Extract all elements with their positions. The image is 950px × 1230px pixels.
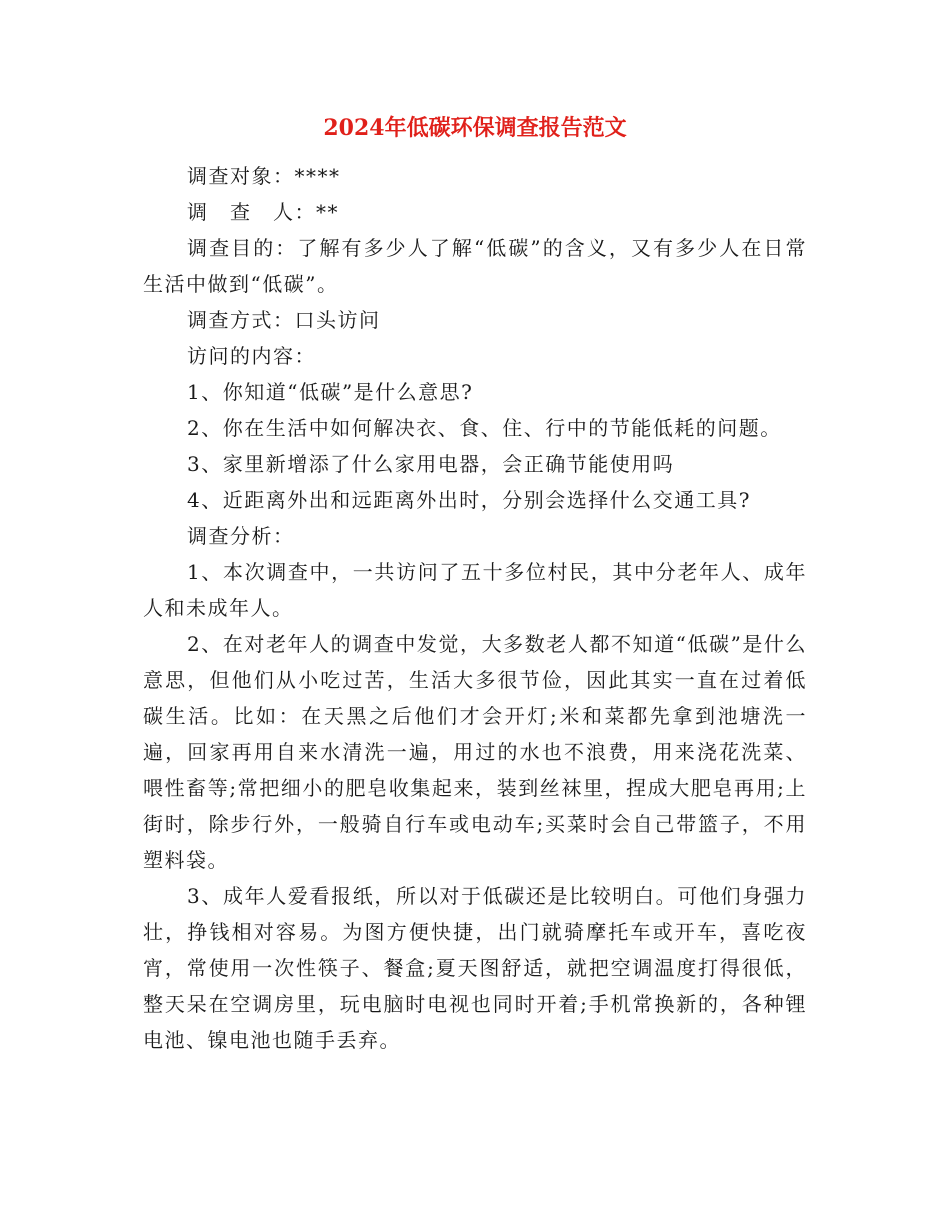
paragraph-question-2: 2、你在生活中如何解决衣、食、住、行中的节能低耗的问题。: [187, 416, 782, 440]
paragraph-analysis-1: 1、本次调查中，一共访问了五十多位村民，其中分老年人、成年人和未成年人。: [143, 560, 807, 620]
paragraph-survey-analysis: 调查分析：: [187, 524, 295, 548]
paragraph-survey-purpose: 调查目的：了解有多少人了解“低碳”的含义，又有多少人在日常生活中做到“低碳”。: [143, 236, 807, 296]
paragraph-question-1: 1、你知道“低碳”是什么意思?: [187, 380, 474, 404]
paragraph-analysis-2: 2、在对老年人的调查中发觉，大多数老人都不知道“低碳”是什么意思，但他们从小吃过苦，生活大多很节俭，因此其实一直在过着低碳生活。比如：在天黑之后他们才会开灯;米和菜都先拿到池塘洗一遍，回家再用自来水清洗一遍，用过的水也不浪费，用来浇花洗菜、喂性畜等;常把细小的肥皂收集起来，装到丝袜里，捏成大肥皂再用;上街时，除步行外，一般骑自行车或电动车;买菜时会自己带篮子，不用塑料袋。: [143, 632, 807, 872]
document-title: 2024年低碳环保调查报告范文: [323, 115, 627, 141]
paragraph-surveyor: 调 查 人：**: [187, 200, 339, 224]
paragraph-survey-method: 调查方式：口头访问: [187, 308, 381, 332]
document-body: [143, 158, 807, 1058]
paragraph-survey-subject: 调查对象：****: [187, 164, 341, 188]
paragraph-interview-content: 访问的内容：: [187, 344, 316, 368]
paragraph-analysis-3: 3、成年人爱看报纸，所以对于低碳还是比较明白。可他们身强力壮，挣钱相对容易。为图方便快捷，出门就骑摩托车或开车，喜吃夜宵，常使用一次性筷子、餐盒;夏天图舒适，就把空调温度打得很低，整天呆在空调房里，玩电脑时电视也同时开着;手机常换新的，各种锂电池、镍电池也随手丢弃。: [143, 884, 807, 1052]
paragraph-question-3: 3、家里新增添了什么家用电器，会正确节能使用吗: [187, 452, 675, 476]
paragraph-question-4: 4、近距离外出和远距离外出时，分别会选择什么交通工具?: [187, 488, 751, 512]
